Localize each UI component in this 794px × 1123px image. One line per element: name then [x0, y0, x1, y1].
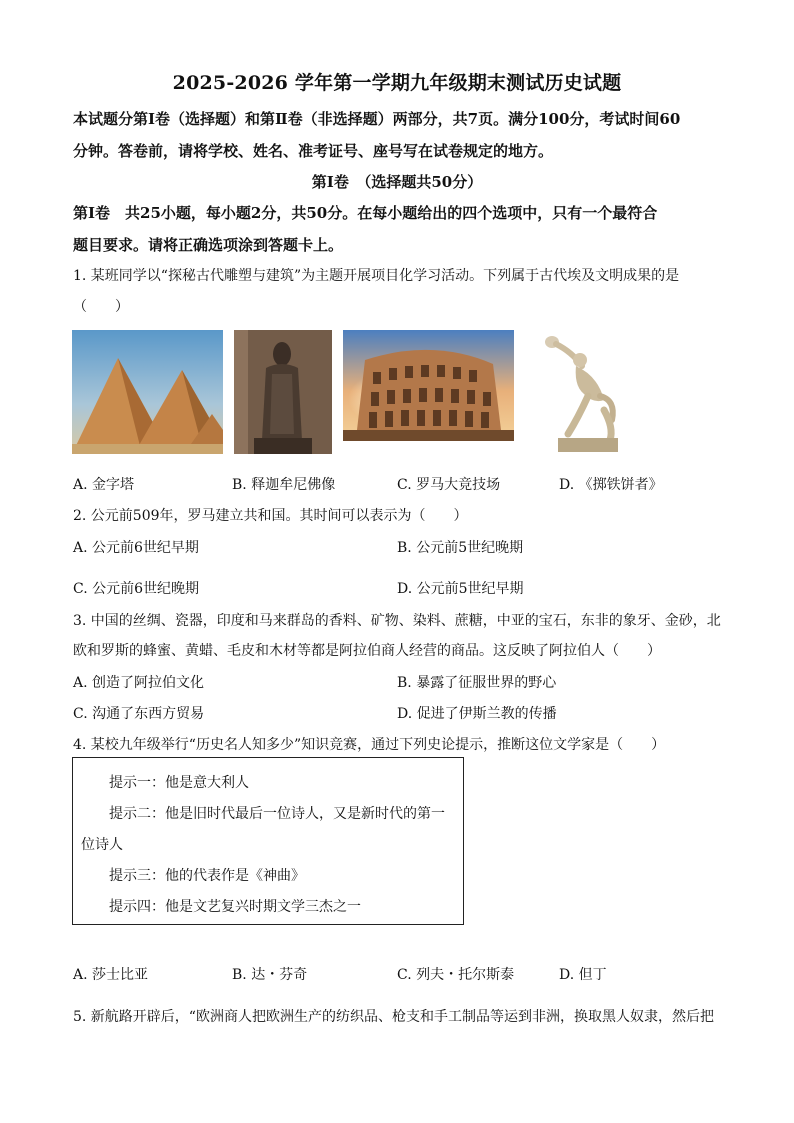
section-heading: 第Ⅰ卷 （选择题共50分）	[311, 173, 483, 191]
question-4-stem: 4. 某校九年级举行“历史名人知多少”知识竞赛，通过下列史论提示，推断这位文学家是（ ）	[73, 737, 666, 753]
question-3-option-a[interactable]: A. 创造了阿拉伯文化	[73, 675, 205, 691]
colosseum-image	[343, 330, 514, 441]
hint-2-line1: 提示二：他是旧时代最后一位诗人，又是新时代的第一	[109, 806, 445, 822]
question-3-stem-line2: 欧和罗斯的蜂蜜、黄蜡、毛皮和木材等都是阿拉伯商人经营的商品。这反映了阿拉伯人（ ）	[73, 643, 661, 659]
question-1-option-b[interactable]: B. 释迦牟尼佛像	[232, 477, 336, 493]
question-1-stem: 1. 某班同学以“探秘古代雕塑与建筑”为主题开展项目化学习活动。下列属于古代埃及文明成果的是	[73, 268, 680, 284]
question-4-option-c[interactable]: C. 列夫・托尔斯泰	[397, 967, 515, 983]
question-2-option-a[interactable]: A. 公元前6世纪早期	[73, 540, 199, 556]
question-2-option-b[interactable]: B. 公元前5世纪晚期	[397, 540, 524, 556]
question-1-option-d[interactable]: D. 《掷铁饼者》	[559, 477, 663, 493]
buddha-statue-image	[234, 330, 332, 454]
question-1-option-a[interactable]: A. 金字塔	[73, 477, 135, 493]
discobolus-image	[538, 330, 626, 454]
question-2-option-c[interactable]: C. 公元前6世纪晚期	[73, 581, 200, 597]
intro-text-line2: 分钟。答卷前，请将学校、姓名、准考证号、座号写在试卷规定的地方。	[73, 142, 554, 160]
pyramids-image	[72, 330, 223, 454]
hints-box	[72, 757, 464, 925]
question-2-stem: 2. 公元前509年，罗马建立共和国。其时间可以表示为（ ）	[73, 508, 468, 524]
section-note-line1: 第Ⅰ卷 共25小题，每小题2分，共50分。在每小题给出的四个选项中，只有一个最符合	[73, 204, 658, 222]
hint-4: 提示四：他是文艺复兴时期文学三杰之一	[109, 899, 361, 915]
question-2-option-d[interactable]: D. 公元前5世纪早期	[397, 581, 524, 597]
question-4-option-d[interactable]: D. 但丁	[559, 967, 607, 983]
question-3-option-c[interactable]: C. 沟通了东西方贸易	[73, 706, 205, 722]
question-3-option-d[interactable]: D. 促进了伊斯兰教的传播	[397, 706, 557, 722]
question-1-option-c[interactable]: C. 罗马大竞技场	[397, 477, 501, 493]
hint-1: 提示一：他是意大利人	[109, 775, 249, 791]
page-title: 2025-2026 学年第一学期九年级期末测试历史试题	[172, 72, 622, 94]
question-5-stem-line1: 5. 新航路开辟后，“欧洲商人把欧洲生产的纺织品、枪支和手工制品等运到非洲，换取黑人奴隶，然后把	[73, 1009, 714, 1025]
question-1-answer-blank: （ ）	[73, 299, 129, 315]
question-4-option-a[interactable]: A. 莎士比亚	[73, 967, 149, 983]
intro-text-line1: 本试题分第Ⅰ卷（选择题）和第Ⅱ卷（非选择题）两部分，共7页。满分100分，考试时间60	[73, 110, 681, 128]
question-3-stem-line1: 3. 中国的丝绸、瓷器，印度和马来群岛的香料、矿物、染料、蔗糖，中亚的宝石，东非的象牙、金砂，北	[73, 613, 721, 629]
question-3-option-b[interactable]: B. 暴露了征服世界的野心	[397, 675, 557, 691]
hint-3: 提示三：他的代表作是《神曲》	[109, 868, 305, 884]
hint-2-line2: 位诗人	[81, 837, 123, 853]
section-note-line2: 题目要求。请将正确选项涂到答题卡上。	[73, 236, 344, 254]
question-4-option-b[interactable]: B. 达・芬奇	[232, 967, 308, 983]
